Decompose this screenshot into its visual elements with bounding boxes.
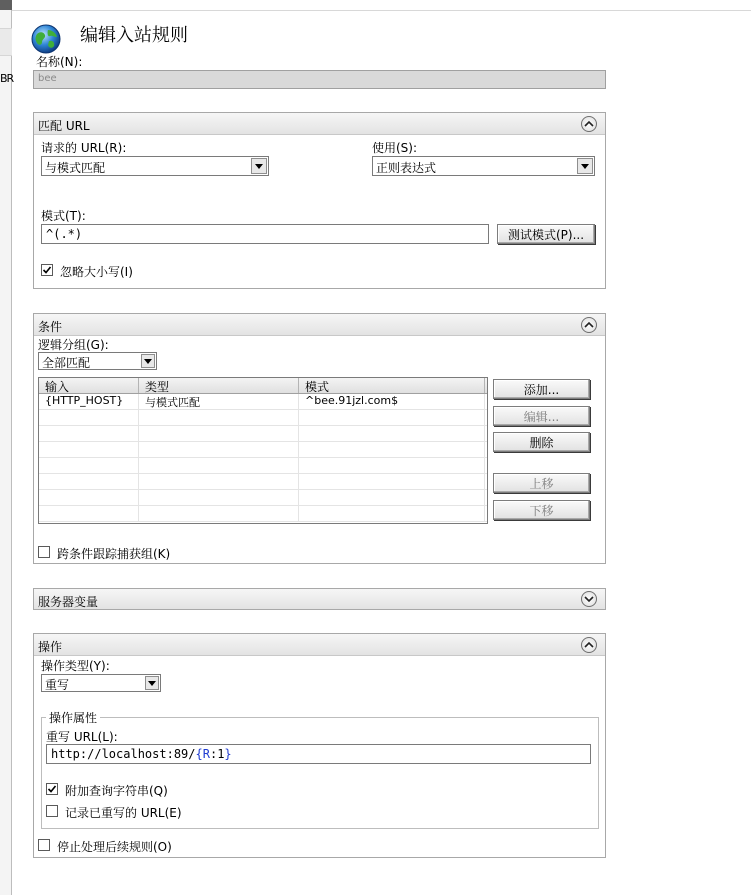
empty-table-row — [39, 474, 487, 490]
rewrite-url-label: 重写 URL(L): — [46, 730, 118, 744]
move-down-button[interactable]: 下移 — [493, 500, 590, 520]
page-title: 编辑入站规则 — [80, 25, 188, 46]
server-variables-section — [33, 588, 606, 610]
column-header-pattern[interactable]: 模式 — [299, 378, 485, 393]
table-cell-pattern: ^bee.91jzl.com$ — [299, 394, 485, 409]
delete-condition-button[interactable]: 删除 — [493, 432, 590, 452]
server-variables-header-label: 服务器变量 — [38, 595, 99, 609]
table-cell-input: {HTTP_HOST} — [39, 394, 139, 409]
action-header-label: 操作 — [38, 640, 63, 654]
rewrite-url-prefix: http://localhost:89/ — [51, 747, 196, 761]
log-rewritten-url-label: 记录已重写的 URL(E) — [65, 806, 182, 820]
edit-condition-button[interactable]: 编辑... — [493, 406, 590, 426]
dropdown-arrow-icon[interactable] — [251, 158, 267, 174]
left-strip-text: BR — [0, 72, 14, 85]
empty-table-row — [39, 458, 487, 474]
append-query-checkbox[interactable] — [46, 783, 58, 795]
globe-icon — [30, 23, 62, 55]
left-strip-top — [0, 0, 12, 10]
checkmark-icon — [42, 265, 52, 275]
requested-url-select[interactable] — [41, 156, 269, 176]
left-strip-band — [0, 28, 12, 56]
logical-group-label: 逻辑分组(G): — [38, 338, 109, 352]
track-capture-checkbox[interactable] — [38, 546, 50, 558]
requested-url-value: 与模式匹配 — [45, 161, 106, 175]
action-properties-label: 操作属性 — [46, 709, 100, 726]
empty-table-row — [39, 442, 487, 458]
match-url-header-label: 匹配 URL — [38, 119, 90, 133]
dropdown-arrow-icon[interactable] — [141, 354, 155, 368]
table-row[interactable] — [39, 394, 487, 410]
rewrite-url-rest: :1 — [209, 747, 225, 761]
track-capture-label: 跨条件跟踪捕获组(K) — [57, 547, 171, 561]
action-type-value: 重写 — [45, 678, 70, 691]
pattern-input[interactable]: ^(.*) — [41, 224, 489, 244]
empty-table-row — [39, 410, 487, 426]
action-header[interactable] — [34, 634, 605, 656]
empty-table-row — [39, 506, 487, 522]
ignore-case-label: 忽略大小写(I) — [60, 265, 133, 279]
rewrite-url-backreference: R — [202, 747, 210, 761]
collapse-chevron-icon[interactable] — [581, 637, 597, 653]
match-url-header[interactable] — [34, 113, 605, 135]
action-type-select[interactable] — [41, 674, 161, 692]
pattern-label: 模式(T): — [41, 209, 86, 223]
conditions-header-label: 条件 — [38, 320, 63, 334]
append-query-label: 附加查询字符串(Q) — [65, 784, 168, 798]
conditions-table — [38, 377, 488, 524]
using-label: 使用(S): — [372, 141, 418, 155]
conditions-header[interactable] — [34, 314, 605, 336]
test-pattern-button[interactable]: 测试模式(P)... — [497, 224, 595, 244]
rewrite-url-brace-close: } — [224, 747, 232, 761]
column-header-type[interactable]: 类型 — [139, 378, 299, 393]
expand-chevron-icon[interactable] — [581, 591, 597, 607]
move-up-button[interactable]: 上移 — [493, 473, 590, 493]
name-label: 名称(N): — [36, 55, 83, 69]
name-field[interactable]: bee — [33, 70, 606, 89]
table-cell-type: 与模式匹配 — [139, 394, 299, 409]
dropdown-arrow-icon[interactable] — [145, 676, 159, 690]
conditions-table-header — [39, 378, 487, 394]
checkmark-icon — [47, 784, 57, 794]
left-panel-strip — [0, 0, 12, 895]
empty-table-row — [39, 490, 487, 506]
log-rewritten-url-checkbox[interactable] — [46, 805, 58, 817]
ignore-case-checkbox[interactable] — [41, 264, 53, 276]
dropdown-arrow-icon[interactable] — [577, 158, 593, 174]
logical-group-value: 全部匹配 — [42, 356, 91, 369]
rewrite-url-brace-open: { — [195, 747, 203, 761]
collapse-chevron-icon[interactable] — [581, 116, 597, 132]
stop-processing-label: 停止处理后续规则(O) — [57, 840, 172, 854]
rewrite-url-input[interactable] — [46, 744, 591, 764]
action-type-label: 操作类型(Y): — [41, 659, 110, 673]
column-header-input[interactable]: 输入 — [39, 378, 139, 393]
add-condition-button[interactable]: 添加... — [493, 379, 590, 399]
logical-group-select[interactable] — [38, 352, 157, 370]
requested-url-label: 请求的 URL(R): — [41, 141, 127, 155]
top-border — [12, 10, 751, 11]
empty-table-row — [39, 426, 487, 442]
using-value: 正则表达式 — [376, 161, 437, 175]
stop-processing-checkbox[interactable] — [38, 839, 50, 851]
collapse-chevron-icon[interactable] — [581, 317, 597, 333]
server-variables-header[interactable] — [34, 589, 605, 609]
using-select[interactable] — [372, 156, 595, 176]
